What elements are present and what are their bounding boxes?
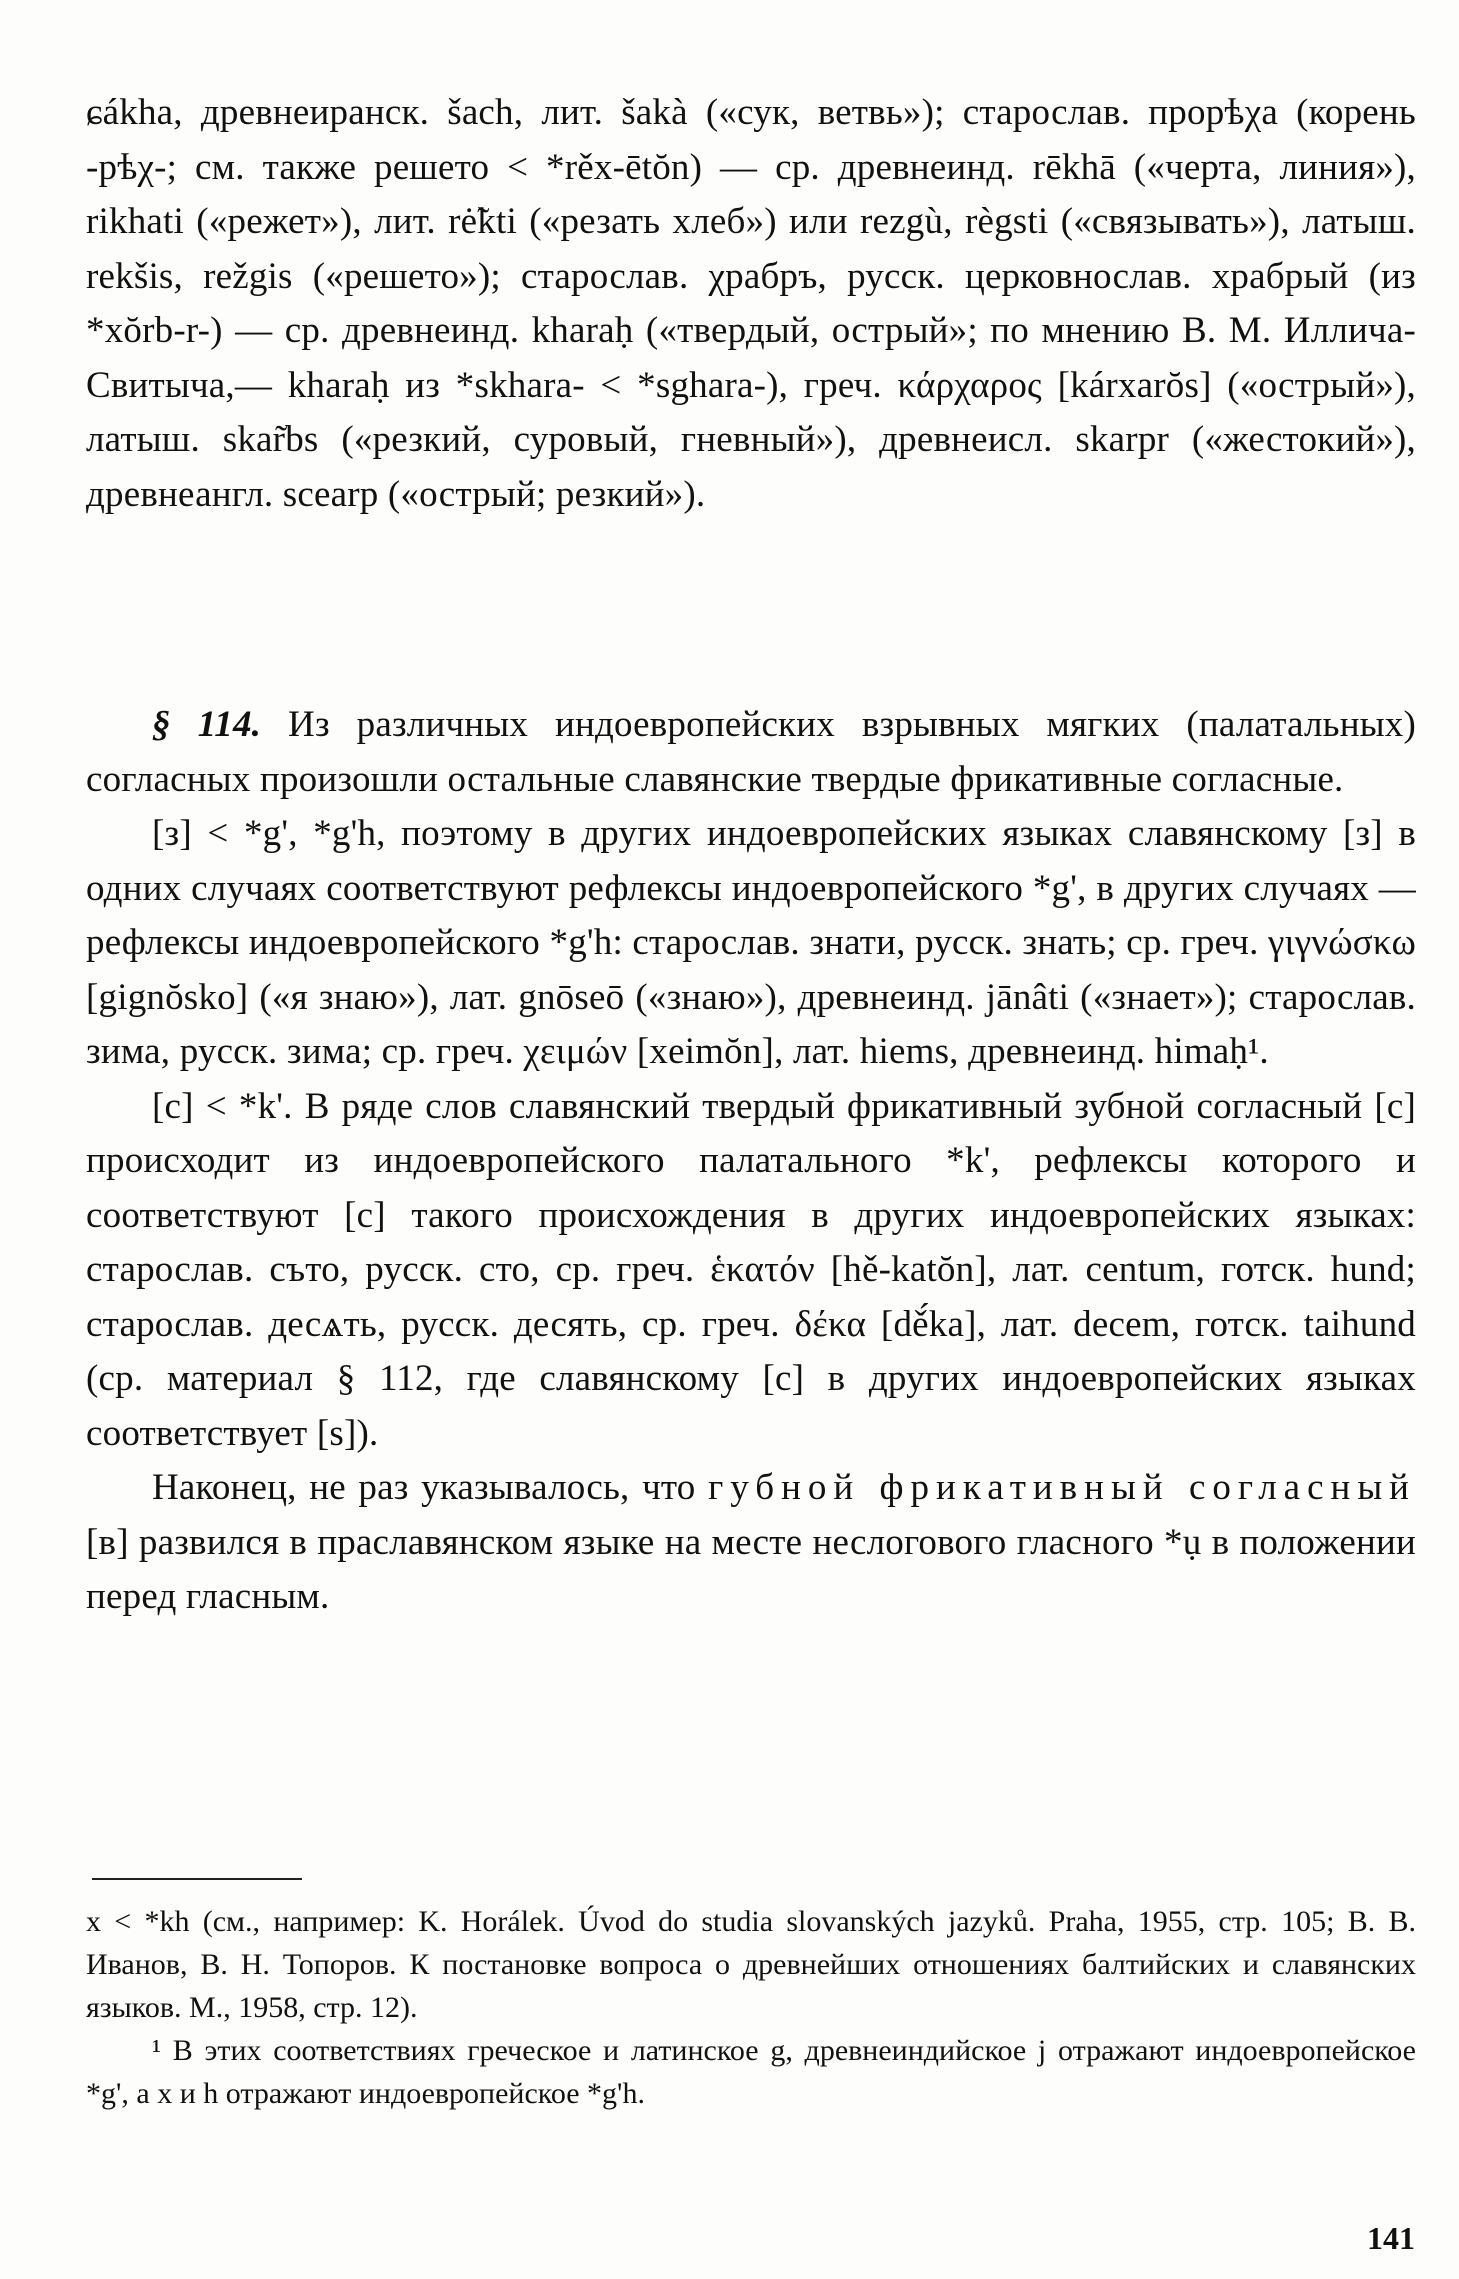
footnote-continued: x < *kh (см., например: K. Horálek. Úvod do studia slovanských jazyků. Praha, 1955, стр. 105; В. В. Иванов, В. Н. Топоров. К постановке вопроса о древнейших отношениях балтийских и славянских языков. М., 1958, стр. 12). xyxy=(86,1905,1416,2024)
footnote-1: ¹ В этих соответствиях греческое и латинское g, древнеиндийское j отражают индоевропейское *g', а x и h отражают индоевропейское *g'h. xyxy=(86,2034,1416,2110)
footnote-divider xyxy=(92,1878,302,1880)
section-114 xyxy=(86,698,1416,1625)
final-lead-text: Наконец, не раз указывалось, что xyxy=(152,1467,696,1508)
paragraph-text: ɕákha, древнеиранск. šach, лит. šakà («сук, ветвь»); старослав. прорѣχа (корень -рѣχ-; см. также решето < *rěx-ētŏn) — ср. древнеинд. rēkhā («черта, линия»), rikhati («режет»), лит. rė̃kti («резать хлеб») или rezgù, règsti («связывать»), латыш. rekšis, režgis («решето»); старослав. χрабръ, русск. церковнослав. храбрый (из *xŏrb-r-) — ср. древнеинд. kharaḥ («твердый, острый»; по мнению В. М. Иллича-Свитыча,— kharaḥ из *skhara- < *sghara-), греч. κάρχαρος [kárxarŏs] («острый»), латыш. skar̃bs («резкий, суровый, гневный»), древнеисл. skarpr («жестокий»), древнеангл. scearp («острый; резкий»). xyxy=(86,92,1416,515)
s-paragraph: [с] < *k'. В ряде слов славянский твердый фрикативный зубной согласный [с] происходит из индоевропейского палатального *k', рефлексы которого и соответствуют [с] такого происхождения в других индоевропейских языках: старослав. съто, русск. сто, ср. греч. ἑκατόν [hě-katŏn], лат. centum, готск. hund; старослав. десѧть, русск. десять, ср. греч. δέκα [dě́ka], лат. decem, готск. taihund (ср. материал § 112, где славянскому [с] в других индоевропейских языках соответствует [s]). xyxy=(86,1085,1416,1454)
z-paragraph: [з] < *g', *g'h, поэтому в других индоевропейских языках славянскому [з] в одних случаях соответствуют рефлексы индоевропейского *g', в других случаях — рефлексы индоевропейского *g'h: старослав. знати, русск. знать; ср. греч. γιγνώσκω [gignŏsko] («я знаю»), лат. gnōseō («знаю»), древнеинд. jānâti («знает»); старослав. зима, русск. зима; ср. греч. χειμών [xeimŏn], лат. hiems, древнеинд. himaḥ¹. xyxy=(86,813,1416,1072)
footnotes xyxy=(86,1900,1416,2115)
page-number: 141 xyxy=(1367,2220,1415,2256)
final-paragraph xyxy=(86,1461,1416,1625)
continued-paragraph xyxy=(86,86,1416,522)
final-spaced-term: губной фрикативный согласный xyxy=(708,1467,1416,1508)
section-heading: § 114. xyxy=(152,704,262,745)
final-rest-text: [в] развился в праславянском языке на месте неслогового гласного *ụ в положении перед гласным. xyxy=(86,1521,1416,1617)
section-intro xyxy=(86,698,1416,807)
section-intro-text: Из различных индоевропейских взрывных мягких (палатальных) согласных произошли остальные славянские твердые фрикативные согласные. xyxy=(86,704,1416,800)
